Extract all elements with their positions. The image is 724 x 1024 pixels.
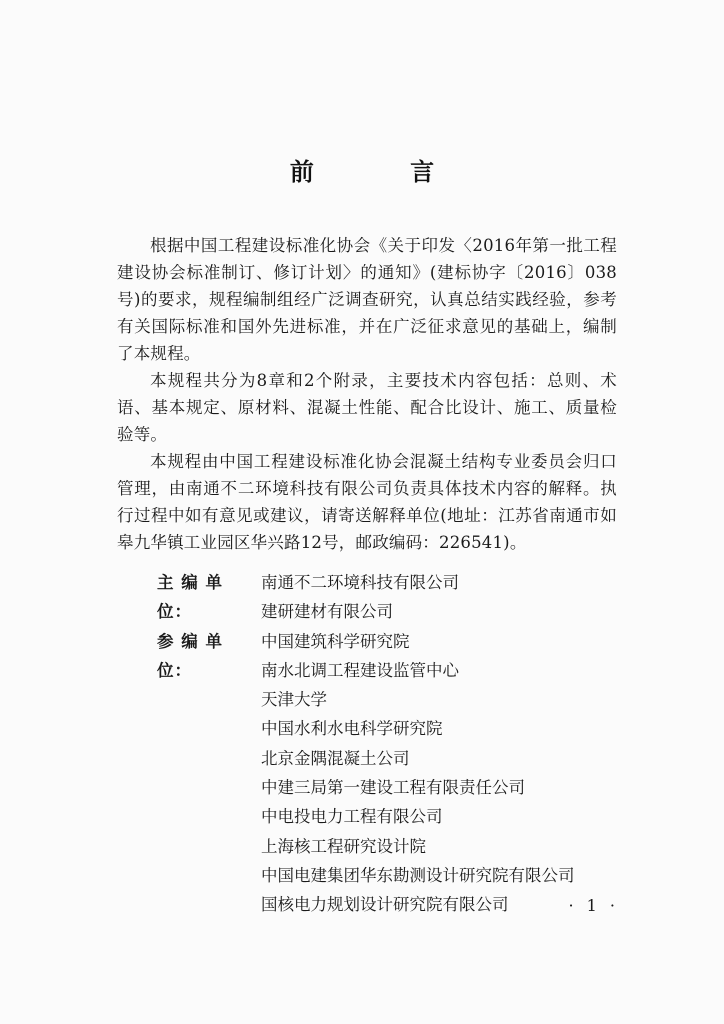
preface-body — [117, 232, 617, 556]
chief-editor-label: 主 编 单 位： — [157, 573, 223, 622]
participating-label: 参 编 单 位： — [157, 631, 223, 680]
unit-name: 中电投电力工程有限公司 — [261, 807, 443, 827]
unit-name: 建研建材有限公司 — [261, 602, 393, 622]
paragraph: 根据中国工程建设标准化协会《关于印发〈2016年第一批工程建设协会标准制订、修订计划〉的通知》(建标协字〔2016〕038号)的要求，规程编制组经广泛调查研究，认真总结实践经验，参考有关国际标准和国外先进标准，并在广泛征求意见的基础上，编制了本规程。 — [117, 236, 617, 363]
chief-editor-units — [157, 568, 627, 627]
unit-name: 北京金隅混凝土公司 — [261, 748, 410, 768]
chief-editor-names — [261, 568, 627, 627]
paragraph: 本规程共分为8章和2个附录，主要技术内容包括：总则、术语、基本规定、原材料、混凝土性能、配合比设计、施工、质量检验等。 — [117, 371, 617, 444]
paragraph: 本规程由中国工程建设标准化协会混凝土结构专业委员会归口管理，由南通不二环境科技有限公司负责具体技术内容的解释。执行过程中如有意见或建议，请寄送解释单位(地址：江苏省南通市如皋九华镇工业园区华兴路12号，邮政编码：226541)。 — [117, 452, 617, 552]
unit-name: 中建三局第一建设工程有限责任公司 — [261, 778, 525, 798]
unit-name: 南通不二环境科技有限公司 — [261, 573, 459, 592]
page-number: · 1 · — [568, 896, 619, 915]
unit-name: 中国建筑科学研究院 — [261, 631, 410, 651]
unit-name: 中国水利水电科学研究院 — [261, 719, 443, 739]
unit-name: 国核电力规划设计研究院有限公司 — [261, 895, 509, 915]
unit-name: 天津大学 — [261, 690, 327, 710]
participating-units — [157, 627, 627, 920]
unit-name: 上海核工程研究设计院 — [261, 836, 426, 856]
page-title: 前 言 — [289, 158, 479, 186]
organization-list — [157, 568, 627, 920]
unit-name: 南水北调工程建设监管中心 — [261, 660, 459, 680]
unit-name: 中国电建集团华东勘测设计研究院有限公司 — [261, 865, 575, 885]
participating-names — [261, 627, 627, 920]
